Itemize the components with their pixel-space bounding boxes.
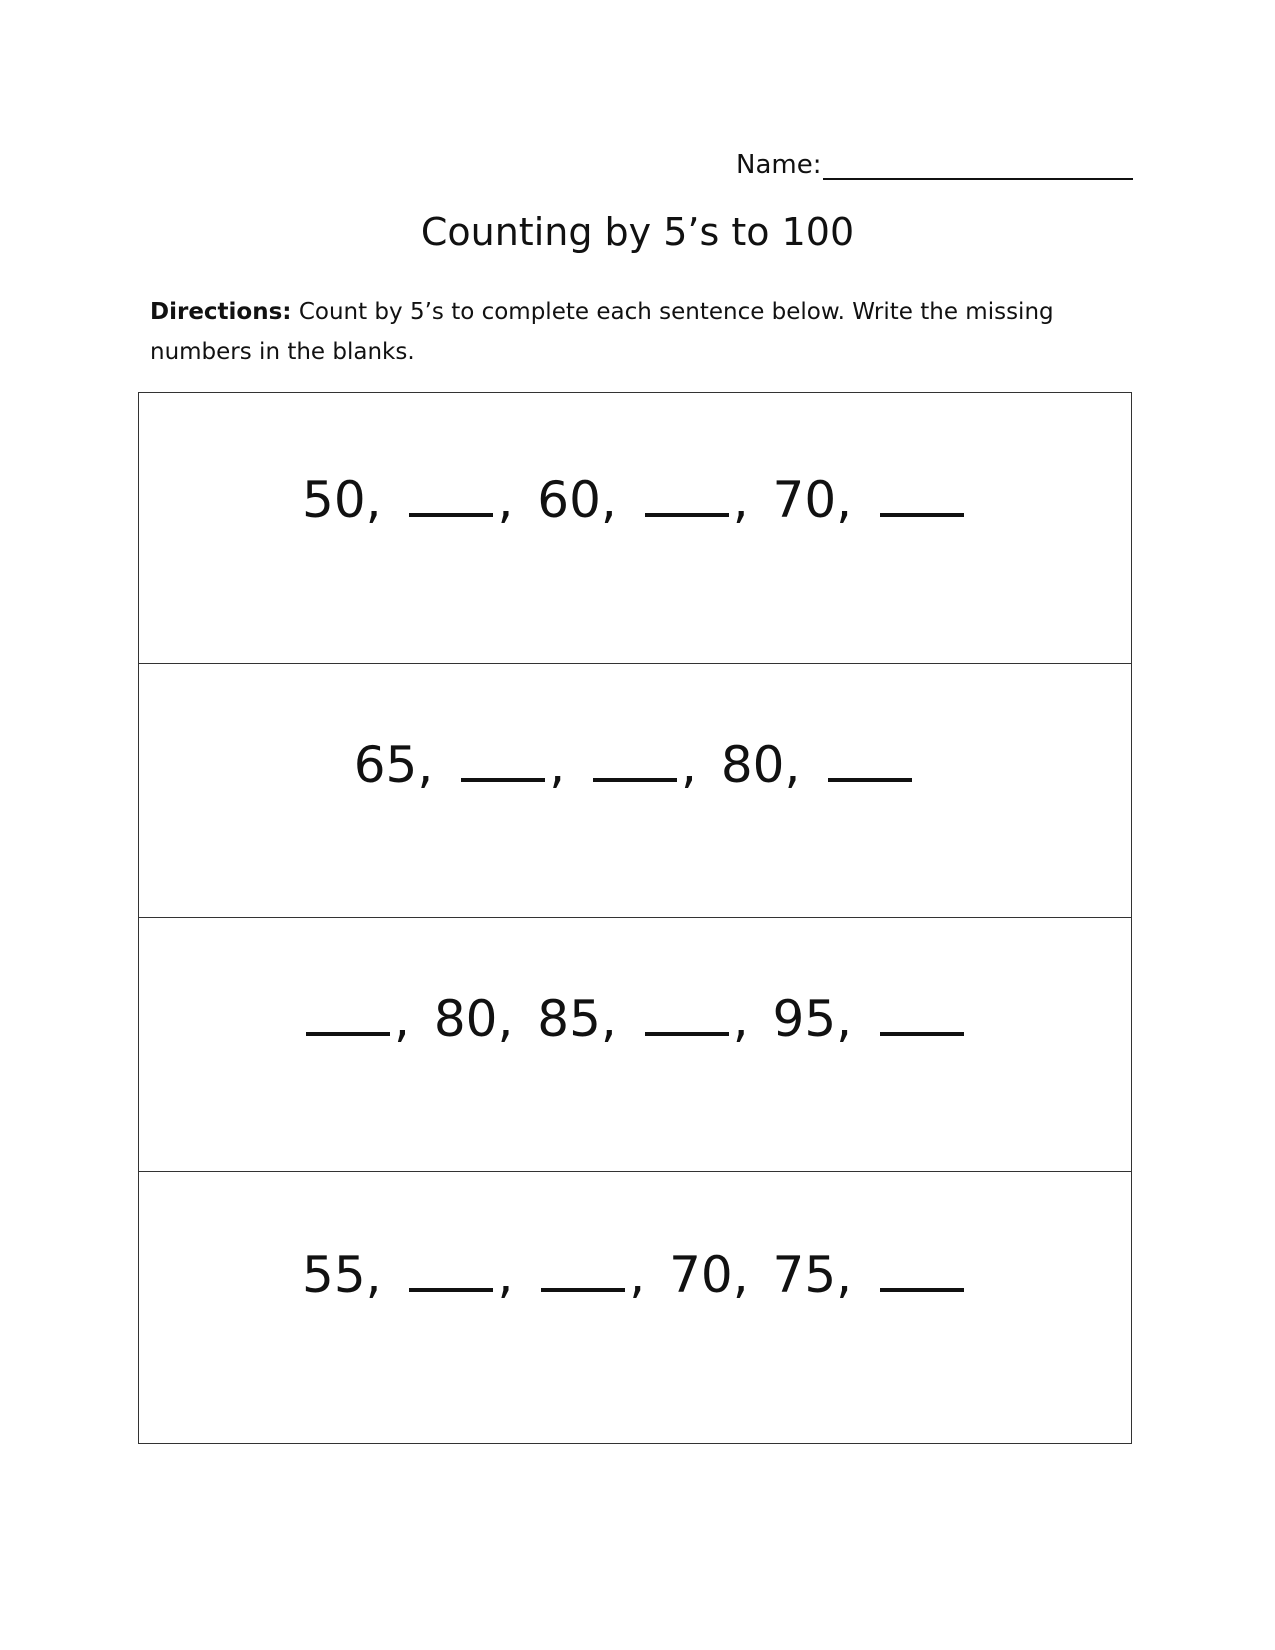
comma-separator: ,: [600, 990, 617, 1048]
sequence-number: 65: [353, 736, 418, 794]
answer-blank[interactable]: [828, 776, 912, 782]
number-sequence: [139, 1246, 1131, 1304]
comma-separator: ,: [836, 1246, 853, 1304]
answer-blank[interactable]: [880, 511, 964, 517]
comma-separator: ,: [732, 990, 749, 1048]
name-blank-line[interactable]: [823, 152, 1133, 180]
sequence-number: 70: [772, 471, 837, 529]
answer-blank[interactable]: [409, 1286, 493, 1292]
comma-separator: ,: [497, 990, 514, 1048]
sequence-number: 70: [669, 1246, 733, 1304]
directions-label: Directions:: [150, 299, 292, 325]
comma-separator: ,: [732, 1246, 749, 1304]
sequence-number: 55: [302, 1246, 366, 1304]
answer-blank[interactable]: [461, 776, 545, 782]
directions: [150, 292, 1100, 372]
name-field[interactable]: [736, 150, 1133, 180]
answer-blank[interactable]: [880, 1030, 964, 1036]
comma-separator: ,: [681, 736, 697, 794]
exercise-row-2: [139, 663, 1131, 917]
number-sequence: [139, 736, 1131, 794]
answer-blank[interactable]: [593, 776, 677, 782]
answer-blank[interactable]: [306, 1030, 390, 1036]
comma-separator: ,: [497, 471, 514, 529]
number-sequence: [139, 990, 1131, 1048]
sequence-number: 80: [720, 736, 785, 794]
comma-separator: ,: [365, 471, 382, 529]
answer-blank[interactable]: [541, 1286, 625, 1292]
exercise-row-3: [139, 917, 1131, 1171]
comma-separator: ,: [784, 736, 801, 794]
sequence-number: 80: [433, 990, 498, 1048]
sequence-number: 95: [772, 990, 837, 1048]
number-sequence: [139, 471, 1131, 529]
comma-separator: ,: [836, 990, 853, 1048]
exercise-row-4: [139, 1171, 1131, 1443]
comma-separator: ,: [497, 1246, 514, 1304]
directions-text: Count by 5’s to complete each sentence below. Write the missing numbers in the blanks.: [150, 299, 1054, 365]
sequence-number: 60: [537, 471, 601, 529]
worksheet-title: Counting by 5’s to 100: [420, 210, 855, 254]
answer-blank[interactable]: [880, 1286, 964, 1292]
comma-separator: ,: [394, 990, 410, 1048]
comma-separator: ,: [732, 471, 749, 529]
sequence-number: 50: [302, 471, 366, 529]
name-label: Name:: [736, 150, 822, 180]
comma-separator: ,: [417, 736, 434, 794]
exercise-grid: [138, 392, 1132, 1444]
comma-separator: ,: [365, 1246, 382, 1304]
comma-separator: ,: [836, 471, 853, 529]
answer-blank[interactable]: [645, 511, 729, 517]
sequence-number: 75: [772, 1246, 837, 1304]
comma-separator: ,: [600, 471, 617, 529]
comma-separator: ,: [629, 1246, 646, 1304]
comma-separator: ,: [549, 736, 566, 794]
exercise-row-1: [139, 393, 1131, 663]
sequence-number: 85: [537, 990, 601, 1048]
answer-blank[interactable]: [645, 1030, 729, 1036]
answer-blank[interactable]: [409, 511, 493, 517]
